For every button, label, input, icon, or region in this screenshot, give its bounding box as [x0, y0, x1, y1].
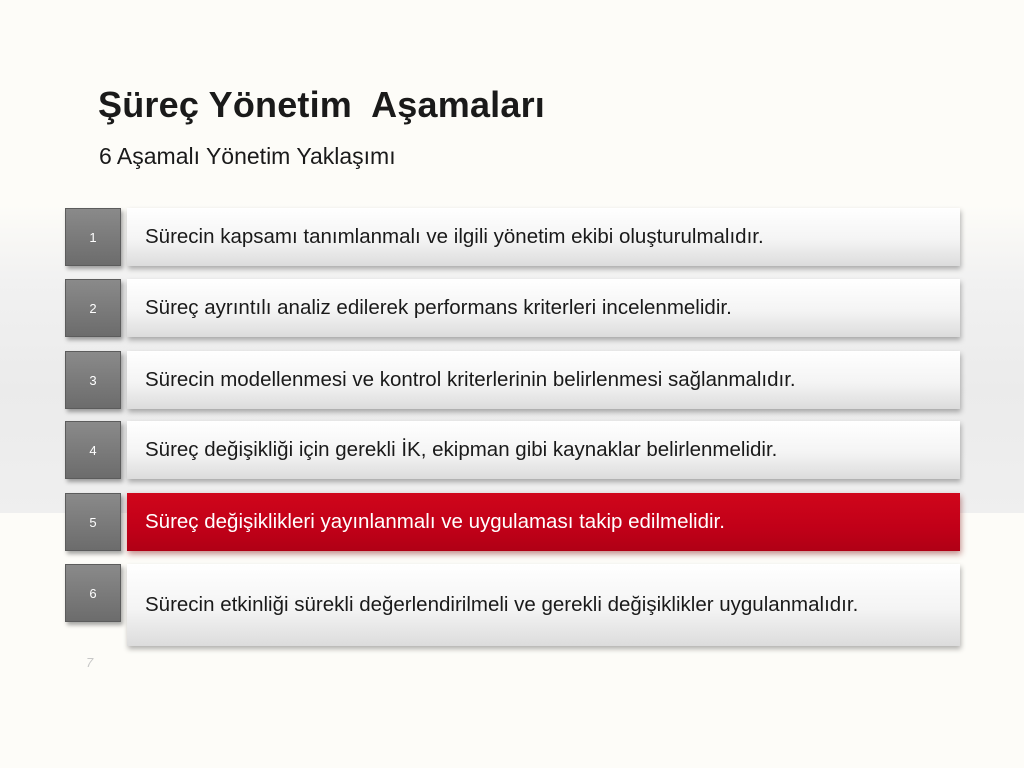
step-number-box: 4 — [65, 421, 121, 479]
step-number-box: 1 — [65, 208, 121, 266]
slide-subtitle: 6 Aşamalı Yönetim Yaklaşımı — [99, 143, 396, 169]
step-text-bar: Sürecin modellenmesi ve kontrol kriterlerinin belirlenmesi sağlanmalıdır. — [127, 351, 960, 409]
slide-title: Şüreç Yönetim Aşamaları — [98, 84, 545, 125]
step-text-bar: Sürecin etkinliği sürekli değerlendirilmeli ve gerekli değişiklikler uygulanmalıdır. — [127, 564, 960, 646]
step-number-box: 3 — [65, 351, 121, 409]
step-number-box: 6 — [65, 564, 121, 622]
step-text-bar: Süreç değişikliği için gerekli İK, ekipman gibi kaynaklar belirlenmelidir. — [127, 421, 960, 479]
step-text-bar: Süreç ayrıntılı analiz edilerek performans kriterleri incelenmelidir. — [127, 279, 960, 337]
step-text-bar-highlighted: Süreç değişiklikleri yayınlanmalı ve uygulaması takip edilmelidir. — [127, 493, 960, 551]
step-text-bar: Sürecin kapsamı tanımlanmalı ve ilgili yönetim ekibi oluşturulmalıdır. — [127, 208, 960, 266]
step-number-box: 2 — [65, 279, 121, 337]
step-number-box: 5 — [65, 493, 121, 551]
page-number: 7 — [86, 655, 94, 670]
